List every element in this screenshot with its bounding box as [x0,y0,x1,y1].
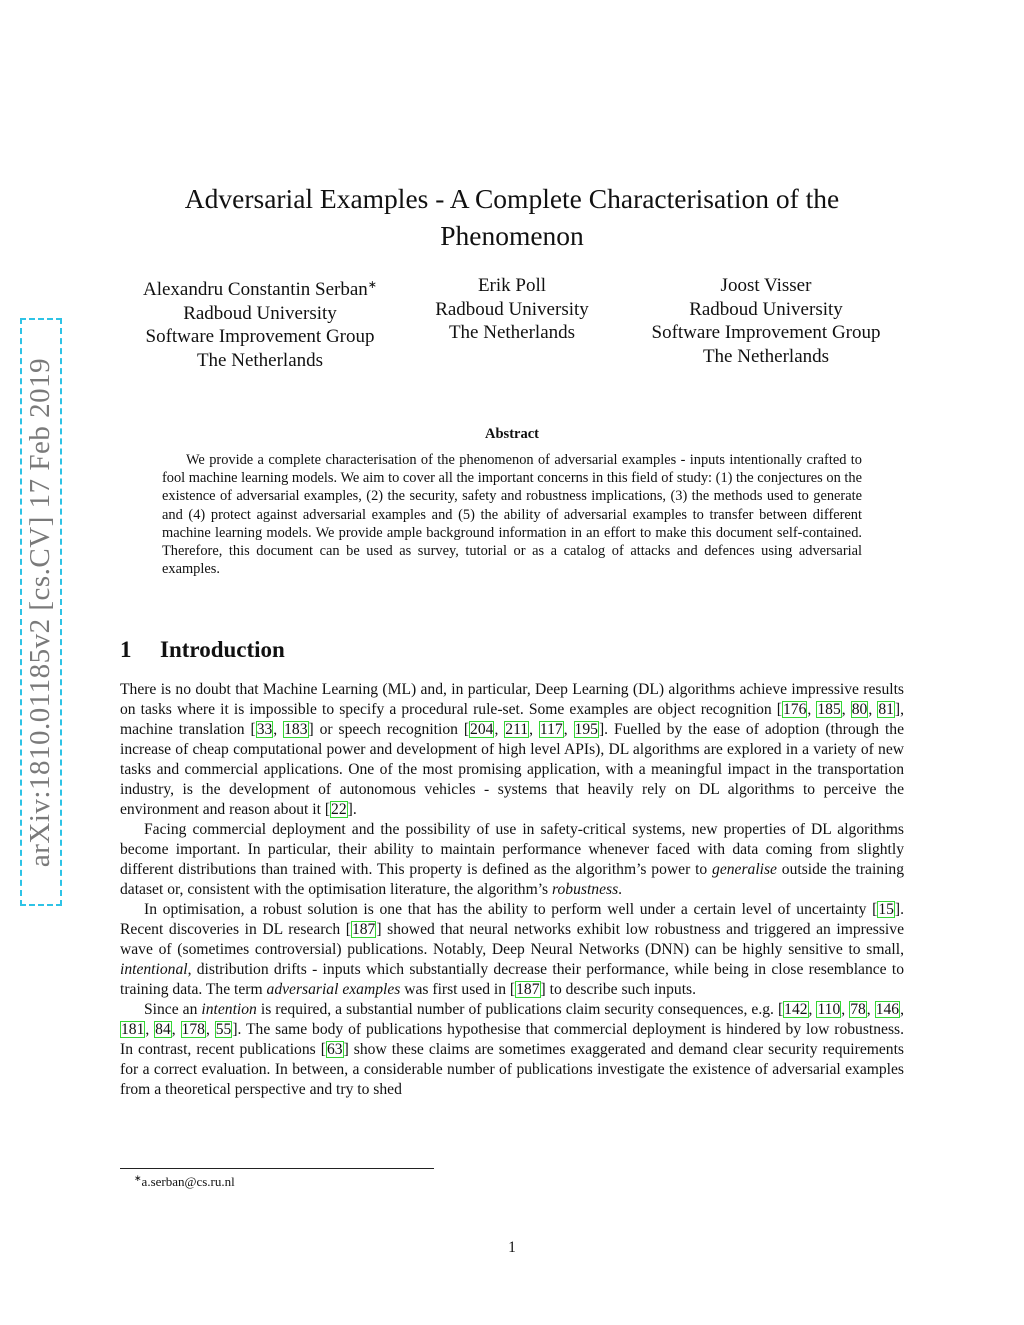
author-affiliation: Software Improvement Group [145,326,375,347]
citation-link[interactable]: 110 [817,1001,841,1018]
citation-link[interactable]: 78 [850,1001,866,1018]
emphasis: robustness [552,881,619,898]
author-name: Joost Visser [720,275,812,296]
footnote-mark[interactable]: ∗ [367,279,377,291]
citation-link[interactable]: 15 [878,901,894,918]
paper-title: Adversarial Examples - A Complete Characterisation of the Phenomenon [184,183,840,251]
citation-link[interactable]: 81 [878,701,894,718]
citation-link[interactable]: 33 [256,721,273,738]
paragraph-1: There is no doubt that Machine Learning (ML) and, in particular, Deep Learning (DL) algorithms achieve impressive results on tasks where it is impossible to specify a procedural rule-set. Some examples are object recognition [176, 185, 80, 81], machine translation [33, 183] or speech recognition [204, 211, 117, 195]. Fuelled by the ease of adoption (through the increase of cheap computational power and development of high level APIs), DL algorithms are explored in a variety of new tasks and commercial applications. One of the most promising application, with a meaningful impact in the transportation industry, is the development of autonomous vehicles - systems that heavily rely on DL algorithms to perceive the environment and reason about it [22]. [120,681,905,818]
page-number: 1 [508,1239,516,1256]
author-block-3 [636,274,896,368]
paragraph-4: Since an intention is required, a substantial number of publications claim security consequences, e.g. [142, 110, 78, 146, 181, 84, 178, 55]. The same body of publications hypothesise that commercial deployment is hindered by low robustness. In contrast, recent publications [63] show these claims are sometimes exaggerated and demand clear security requirements for a correct evaluation. In between, a considerable number of publications investigate the existence of adversarial examples from a theoretical perspective and try to shed [120,1001,905,1098]
author-affiliation: Radboud University [435,298,589,320]
citation-link[interactable]: 178 [181,1021,205,1038]
section-title: Introduction [160,637,285,662]
abstract-heading: Abstract [485,426,539,442]
citation-link[interactable]: 117 [539,721,563,738]
author-affiliation: Software Improvement Group [651,322,881,343]
author-name: Erik Poll [477,275,547,296]
citation-link[interactable]: 22 [331,801,347,818]
citation-link[interactable]: 185 [817,701,841,718]
citation-link[interactable]: 187 [516,981,540,998]
citation-link[interactable]: 55 [215,1021,232,1038]
citation-link[interactable]: 80 [851,701,868,718]
citation-link[interactable]: 181 [121,1021,145,1038]
section-heading [120,637,285,663]
arxiv-stamp-text: arXiv:1810.01185v2 [cs.CV] 17 Feb 2019 [24,357,57,867]
footnote-mark: ∗ [134,1173,142,1183]
emphasis: intentional [120,961,188,978]
citation-link[interactable]: 63 [326,1041,343,1058]
footnote-email[interactable]: a.serban@cs.ru.nl [141,1174,235,1189]
citation-link[interactable]: 84 [155,1021,171,1038]
emphasis: intention [201,1001,257,1018]
paragraph-2: Facing commercial deployment and the possibility of use in safety-critical systems, new properties of DL algorithms become important. In particular, their ability to maintain performance whenever faced with data coming from slightly different distributions than trained with. This property is defined as the algorithm’s power to generalise outside the training dataset or, consistent with the optimisation literature, the algorithm’s robustness. [120,821,904,898]
citation-link[interactable]: 176 [783,701,807,718]
author-affiliation: The Netherlands [448,322,576,343]
author-affiliation: The Netherlands [702,345,830,367]
citation-link[interactable]: 142 [784,1001,808,1018]
author-affiliation: The Netherlands [196,349,324,371]
author-name: Alexandru Constantin Serban∗ [142,279,377,300]
paragraph-3: In optimisation, a robust solution is one that has the ability to perform well under a certain level of uncertainty [15]. Recent discoveries in DL research [187] showed that neural networks exhibit low robustness and triggered an impressive wave of (sometimes controversial) publications. Notably, Deep Neural Networks (DNN) can be highly sensitive to small, intentional, distribution drifts - inputs which substantially decrease their performance, while being in close resemblance to training data. The term adversarial examples was first used in [187] to describe such inputs. [120,901,904,998]
citation-link[interactable]: 204 [470,721,494,738]
author-affiliation: Radboud University [183,302,337,324]
citation-link[interactable]: 146 [875,1001,900,1018]
footnote-rule [120,1168,434,1169]
abstract-text: We provide a complete characterisation of the phenomenon of adversarial examples - inputs intentionally crafted to fool machine learning models. We aim to cover all the important concerns in this field of study: (1) the conjectures on the existence of adversarial examples, (2) the security, safety and robustness implications, (3) the methods used to generate and (4) protect against adversarial examples and (5) the ability of adversarial examples to transfer between different machine learning models. We provide ample background information in an effort to make this document self-contained. Therefore, this document can be used as survey, tutorial or as a catalog of attacks and defences using adversarial examples. [162,452,862,578]
author-affiliation: Radboud University [689,298,843,320]
citation-link[interactable]: 195 [574,721,598,738]
arxiv-stamp [20,318,62,906]
emphasis: adversarial examples [266,981,401,998]
citation-link[interactable]: 211 [505,721,529,738]
footnote [134,1173,235,1190]
section-number: 1 [120,637,132,662]
author-block-2 [412,274,612,345]
introduction-body [120,680,904,1100]
citation-link[interactable]: 187 [351,921,376,938]
emphasis: generalise [712,861,777,878]
author-block-1 [130,274,390,372]
citation-link[interactable]: 183 [284,721,308,738]
